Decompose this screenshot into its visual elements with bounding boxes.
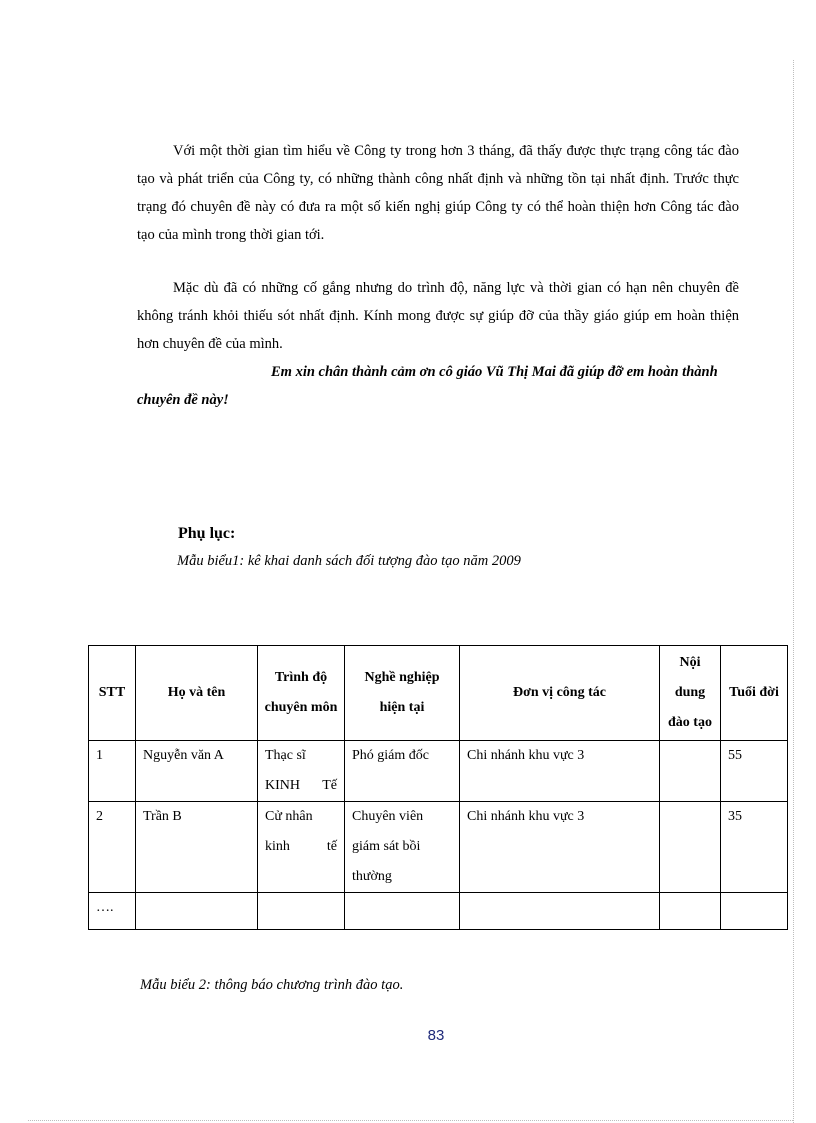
form-2-caption: Mẫu biểu 2: thông báo chương trình đào tạo. [140, 977, 404, 993]
paragraph-1-text: Với một thời gian tìm hiểu về Công ty trong hơn 3 tháng, đã thấy được thực trạng công tác đào tạo và phát triển của Công ty, có những thành công nhất định và những tồn tại nhất định. Trước thực trạng đó chuyên đề này có đưa ra một số kiến nghị giúp Công ty có thể hoàn thiện hơn Công tác đào tạo của mình trong thời gian tới. [137, 143, 739, 243]
cell-stt: 2 [89, 802, 136, 893]
form-1-caption: Mẫu biểu1: kê khai danh sách đối tượng đào tạo năm 2009 [177, 553, 521, 569]
header-full-name: Họ và tên [136, 646, 258, 741]
header-current-job: Nghề nghiệp hiện tại [345, 646, 460, 741]
cell-full-name: Nguyễn văn A [136, 741, 258, 802]
cell-age: 35 [721, 802, 788, 893]
appendix-title: Phụ lục: [178, 525, 236, 542]
cell-age: 55 [721, 741, 788, 802]
cell-training-content [660, 893, 721, 930]
paragraph-2 [137, 274, 739, 358]
cell-age [721, 893, 788, 930]
header-training-content: Nội dung đào tạo [660, 646, 721, 741]
cell-current-job: Phó giám đốc [345, 741, 460, 802]
cell-stt: 1 [89, 741, 136, 802]
cell-qualification: Thạc sĩ KINH Tế [258, 741, 345, 802]
cell-training-content [660, 802, 721, 893]
cell-qualification [258, 893, 345, 930]
cell-current-job: Chuyên viên giám sát bồi thường [345, 802, 460, 893]
header-age: Tuổi đời [721, 646, 788, 741]
trainee-list-table [88, 645, 788, 930]
paragraph-1 [137, 137, 739, 249]
header-work-unit: Đơn vị công tác [460, 646, 660, 741]
paragraph-2-text: Mặc dù đã có những cố gắng nhưng do trình độ, năng lực và thời gian có hạn nên chuyên đề không tránh khỏi thiếu sót nhất định. Kính mong được sự giúp đỡ của thầy giáo giúp em hoàn thiện hơn chuyên đề của mình. [137, 280, 739, 352]
page-border-bottom [28, 1120, 793, 1121]
thanks-paragraph [137, 358, 739, 414]
cell-full-name [136, 893, 258, 930]
cell-work-unit: Chi nhánh khu vực 3 [460, 741, 660, 802]
page-number: 83 [427, 1027, 445, 1044]
header-stt: STT [89, 646, 136, 741]
table-header-row [89, 646, 788, 741]
cell-training-content [660, 741, 721, 802]
cell-stt: …. [89, 893, 136, 930]
thanks-text: Em xin chân thành cảm ơn cô giáo Vũ Thị Mai đã giúp đỡ em hoàn thành chuyên đề này! [137, 364, 718, 408]
table-row [89, 741, 788, 802]
table-row [89, 893, 788, 930]
cell-qualification: Cử nhân kinh tế [258, 802, 345, 893]
cell-current-job [345, 893, 460, 930]
table-row [89, 802, 788, 893]
page-border-right [793, 60, 794, 1123]
cell-work-unit [460, 893, 660, 930]
header-qualification: Trình độ chuyên môn [258, 646, 345, 741]
cell-full-name: Trần B [136, 802, 258, 893]
cell-work-unit: Chi nhánh khu vực 3 [460, 802, 660, 893]
